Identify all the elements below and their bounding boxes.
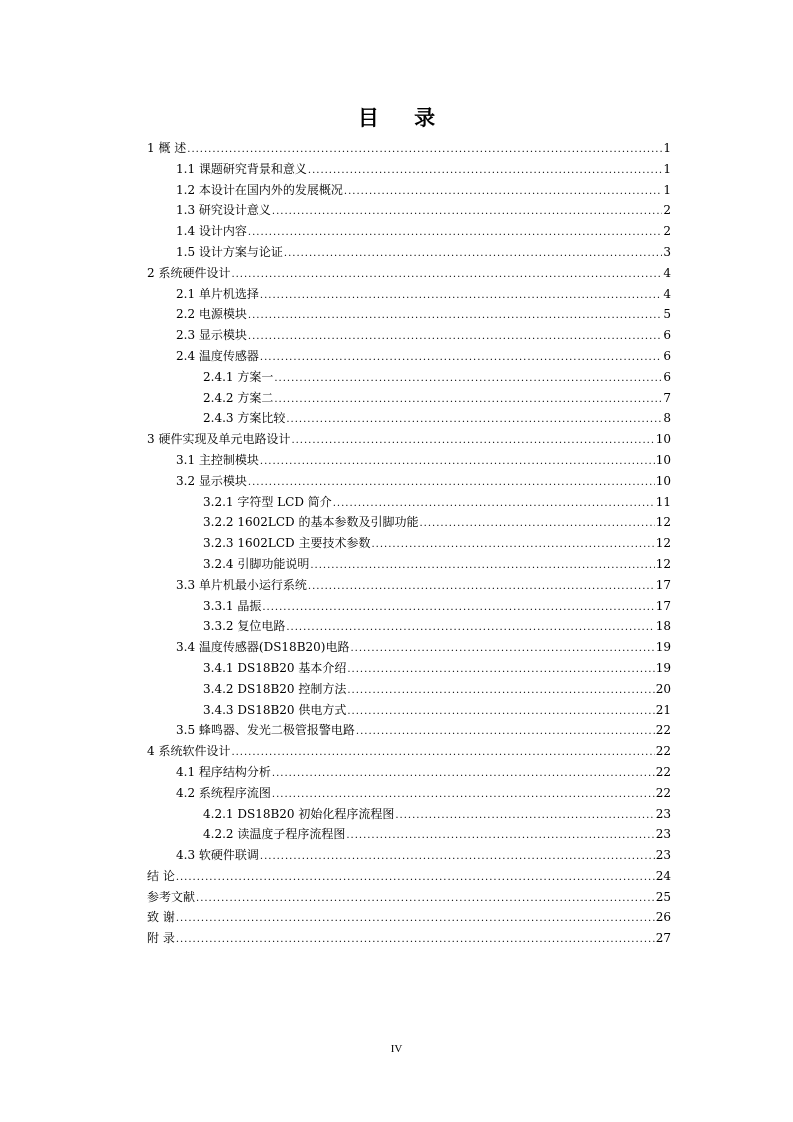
toc-entry[interactable] [147,887,671,908]
toc-entry[interactable] [147,180,671,201]
toc-entry-page: 6 [663,328,671,343]
toc-dot-leader [347,702,654,723]
toc-dot-leader [260,847,655,868]
toc-entry-title: 3.2.1 字符型 LCD 简介 [203,494,332,509]
toc-dot-leader [196,889,655,910]
toc-entry-title: 2.1 单片机选择 [176,286,259,301]
toc-entry[interactable] [147,928,671,949]
toc-entry-page: 1 [663,161,671,176]
toc-entry-title: 1.1 课题研究背景和意义 [176,161,307,176]
toc-entry[interactable] [147,325,671,346]
toc-entry-title: 4.3 软硬件联调 [176,848,259,863]
toc-dot-leader [176,868,655,889]
toc-entry[interactable] [147,200,671,221]
toc-entry-page: 22 [655,785,671,800]
toc-dot-leader [356,722,655,743]
toc-dot-leader [333,494,655,515]
toc-entry-title: 1.2 本设计在国内外的发展概况 [176,182,343,197]
toc-entry[interactable] [147,492,671,513]
toc-entry-page: 20 [655,681,671,696]
toc-entry-page: 1 [663,182,671,197]
toc-dot-leader [231,265,662,286]
toc-entry-title: 2.4.1 方案一 [203,369,274,384]
toc-entry-page: 24 [655,868,671,883]
toc-title: 目 录 [357,105,450,130]
toc-entry-title: 2.4.2 方案二 [203,390,274,405]
toc-entry-title: 致 谢 [147,910,175,925]
toc-entry[interactable] [147,263,671,284]
toc-entry[interactable] [147,741,671,762]
toc-dot-leader [176,930,655,951]
toc-entry-title: 结 论 [147,868,175,883]
toc-dot-leader [291,431,654,452]
toc-entry-title: 1.5 设计方案与论证 [176,244,283,259]
toc-entry-title: 3.4.2 DS18B20 控制方法 [203,681,347,696]
toc-entry-page: 26 [655,910,671,925]
toc-entry-title: 2.4 温度传感器 [176,348,259,363]
toc-entry-title: 3.1 主控制模块 [176,452,259,467]
toc-entry-page: 2 [663,224,671,239]
toc-entry-title: 参考文献 [147,889,196,904]
toc-entry-page: 8 [663,411,671,426]
toc-entry[interactable] [147,533,671,554]
toc-entry[interactable] [147,804,671,825]
toc-dot-leader [347,660,654,681]
toc-entry[interactable] [147,450,671,471]
page-number: IV [390,1043,403,1055]
toc-entry[interactable] [147,616,671,637]
toc-entry-title: 2.4.3 方案比较 [203,411,286,426]
toc-dot-leader [347,681,654,702]
table-of-contents [147,138,671,949]
toc-dot-leader [248,306,662,327]
toc-entry[interactable] [147,762,671,783]
toc-entry-title: 4.2 系统程序流图 [176,785,271,800]
toc-entry-title: 3.4.1 DS18B20 基本介绍 [203,660,347,675]
toc-entry[interactable] [147,388,671,409]
toc-dot-leader [350,639,654,660]
toc-entry[interactable] [147,700,671,721]
toc-entry[interactable] [147,679,671,700]
toc-entry[interactable] [147,866,671,887]
toc-dot-leader [262,598,654,619]
toc-entry-page: 27 [655,931,671,946]
toc-entry-page: 6 [663,348,671,363]
toc-dot-leader [419,514,654,535]
toc-entry-page: 1 [663,141,671,155]
toc-entry[interactable] [147,304,671,325]
toc-entry[interactable] [147,159,671,180]
toc-entry-page: 4 [663,265,671,280]
toc-entry-title: 3.2.4 引脚功能说明 [203,556,310,571]
toc-entry-page: 11 [655,494,671,509]
toc-dot-leader [286,618,654,639]
toc-entry-title: 3.3 单片机最小运行系统 [176,577,307,592]
toc-entry-page: 25 [655,889,671,904]
toc-entry[interactable] [147,242,671,263]
toc-dot-leader [344,182,662,203]
toc-entry-title: 3.5 蜂鸣器、发光二极管报警电路 [176,723,355,738]
toc-dot-leader [260,286,662,307]
toc-entry-title: 4.2.2 读温度子程序流程图 [203,827,346,842]
toc-entry[interactable] [147,575,671,596]
toc-entry-page: 12 [655,515,671,530]
toc-entry-page: 22 [655,764,671,779]
toc-dot-leader [272,764,655,785]
toc-dot-leader [272,785,655,806]
toc-dot-leader [187,140,662,161]
toc-entry-title: 3.2 显示模块 [176,473,247,488]
toc-dot-leader [346,826,654,847]
toc-entry-title: 3.2.2 1602LCD 的基本参数及引脚功能 [203,515,419,530]
toc-dot-leader [310,556,654,577]
toc-entry-title: 附 录 [147,931,175,946]
toc-entry[interactable] [147,471,671,492]
toc-dot-leader [260,452,655,473]
toc-entry-title: 3.2.3 1602LCD 主要技术参数 [203,536,371,551]
toc-dot-leader [308,161,662,182]
toc-entry-title: 2 系统硬件设计 [147,265,231,280]
toc-dot-leader [176,909,655,930]
toc-entry-page: 2 [663,203,671,218]
toc-entry-title: 1.4 设计内容 [176,224,247,239]
toc-entry-page: 7 [663,390,671,405]
toc-entry-page: 23 [655,806,671,821]
toc-entry[interactable] [147,512,671,533]
toc-entry[interactable] [147,554,671,575]
toc-entry[interactable] [147,346,671,367]
toc-entry-page: 6 [663,369,671,384]
toc-entry-page: 10 [655,452,671,467]
toc-entry[interactable] [147,367,671,388]
toc-entry[interactable] [147,429,671,450]
toc-entry-page: 23 [655,827,671,842]
toc-entry[interactable] [147,596,671,617]
toc-entry-page: 12 [655,536,671,551]
toc-entry-title: 2.2 电源模块 [176,307,247,322]
toc-entry[interactable] [147,658,671,679]
toc-entry-title: 4 系统软件设计 [147,744,231,759]
toc-entry[interactable] [147,720,671,741]
toc-dot-leader [274,390,662,411]
toc-dot-leader [286,410,662,431]
toc-entry-page: 22 [655,723,671,738]
toc-entry-title: 4.1 程序结构分析 [176,764,271,779]
toc-dot-leader [248,473,655,494]
toc-entry-title: 4.2.1 DS18B20 初始化程序流程图 [203,806,395,821]
toc-entry-page: 23 [655,848,671,863]
toc-entry-page: 5 [663,307,671,322]
toc-entry-title: 3.3.1 晶振 [203,598,262,613]
toc-entry[interactable] [147,824,671,845]
toc-dot-leader [371,535,654,556]
toc-entry-page: 17 [655,577,671,592]
toc-entry-title: 1.3 研究设计意义 [176,203,271,218]
toc-entry[interactable] [147,221,671,242]
toc-dot-leader [248,223,662,244]
toc-entry[interactable] [147,138,671,159]
toc-entry-page: 4 [663,286,671,301]
toc-entry-page: 10 [655,473,671,488]
toc-entry-page: 17 [655,598,671,613]
toc-entry[interactable] [147,845,671,866]
toc-entry[interactable] [147,907,671,928]
toc-entry[interactable] [147,783,671,804]
toc-entry-title: 3.3.2 复位电路 [203,619,286,634]
toc-dot-leader [274,369,662,390]
toc-entry[interactable] [147,284,671,305]
toc-dot-leader [272,202,662,223]
toc-dot-leader [248,327,662,348]
toc-entry-title: 3.4 温度传感器(DS18B20)电路 [176,640,350,655]
toc-entry-title: 3.4.3 DS18B20 供电方式 [203,702,347,717]
toc-dot-leader [260,348,662,369]
toc-dot-leader [308,577,655,598]
toc-entry[interactable] [147,637,671,658]
toc-entry-page: 18 [655,619,671,634]
toc-dot-leader [284,244,662,265]
toc-entry-page: 12 [655,556,671,571]
toc-entry-title: 2.3 显示模块 [176,328,247,343]
toc-entry-page: 22 [655,744,671,759]
toc-entry[interactable] [147,408,671,429]
toc-entry-page: 19 [655,640,671,655]
toc-dot-leader [395,806,654,827]
toc-entry-title: 1 概 述 [147,141,187,155]
toc-entry-page: 21 [655,702,671,717]
toc-entry-page: 10 [655,432,671,447]
toc-dot-leader [231,743,654,764]
toc-entry-title: 3 硬件实现及单元电路设计 [147,432,291,447]
toc-entry-page: 3 [663,244,671,259]
toc-entry-page: 19 [655,660,671,675]
